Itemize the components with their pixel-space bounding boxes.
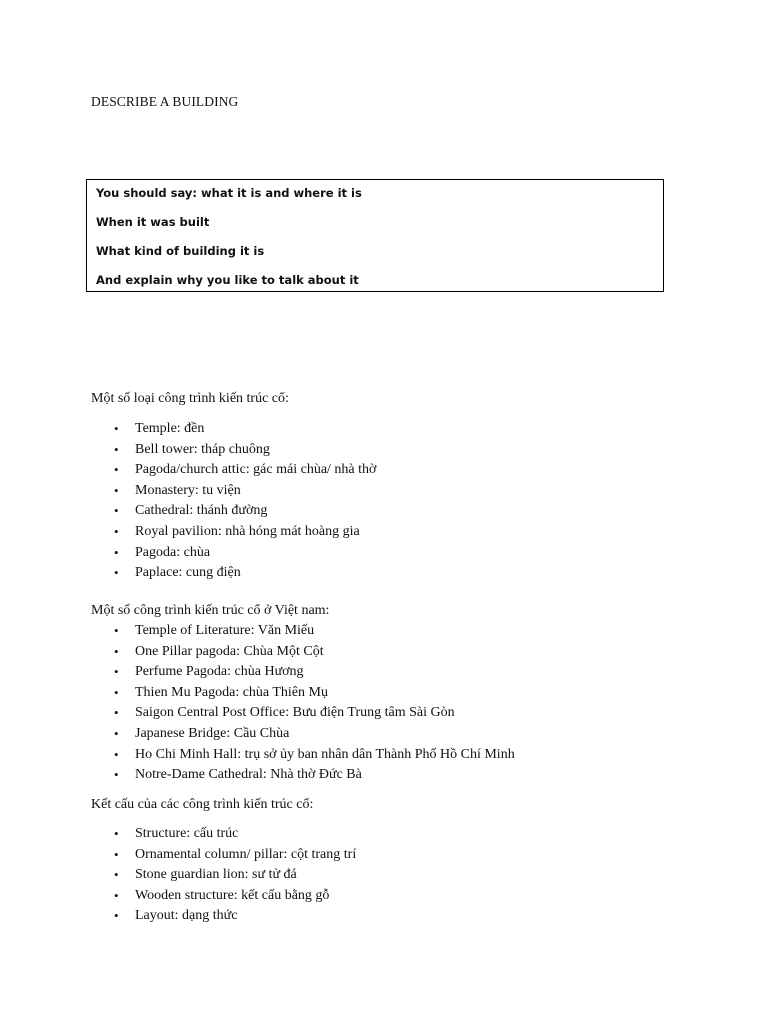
section-heading-structures: Kết cấu của các công trình kiến trúc cổ: [91,797,314,812]
prompt-box [86,179,664,292]
list-item [91,705,515,726]
bullet-icon: • [114,705,119,721]
list-item-text: Monastery: tu viện [135,482,241,498]
list-item [91,767,515,788]
list-item-text: Structure: cấu trúc [135,826,239,841]
list-item [91,726,515,747]
list-item-text: Notre-Dame Cathedral: Nhà thờ Đức Bà [135,767,362,783]
list-item-text: Japanese Bridge: Cầu Chùa [135,725,290,741]
bullet-icon: • [114,482,119,498]
list-item [91,826,356,847]
list-item [91,524,376,545]
bullet-icon: • [114,462,119,478]
bullet-icon: • [114,441,119,457]
list-item [91,747,515,768]
list-item-text: Pagoda/church attic: gác mái chùa/ nhà thờ [135,462,377,478]
vietnam-buildings-list [91,623,515,788]
prompt-line: What kind of building it is [96,244,265,258]
list-item [91,685,515,706]
prompt-line: You should say: what it is and where it is [96,186,362,200]
list-item [91,565,376,586]
bullet-icon: • [114,746,119,762]
list-item-text: Ho Chi Minh Hall: trụ sở ủy ban nhân dân Thành Phố Hồ Chí Minh [135,746,515,762]
list-item-text: Saigon Central Post Office: Bưu điện Trung tâm Sài Gòn [135,705,455,721]
bullet-icon: • [114,421,119,436]
document-title: DESCRIBE A BUILDING [91,94,239,109]
bullet-icon: • [114,767,119,783]
bullet-icon: • [114,846,119,862]
list-item [91,545,376,566]
list-item-text: One Pillar pagoda: Chùa Một Cột [135,643,324,659]
building-types-list [91,421,376,586]
bullet-icon: • [114,544,119,560]
bullet-icon: • [114,565,119,581]
list-item-text: Bell tower: tháp chuông [135,441,270,457]
bullet-icon: • [114,664,119,680]
bullet-icon: • [114,684,119,700]
prompt-line: And explain why you like to talk about it [96,273,359,287]
prompt-line: When it was built [96,215,210,229]
list-item-text: Wooden structure: kết cấu bằng gỗ [135,887,330,903]
list-item [91,888,356,909]
bullet-icon: • [114,867,119,883]
list-item-text: Thien Mu Pagoda: chùa Thiên Mụ [135,684,328,700]
list-item [91,442,376,463]
list-item [91,623,515,644]
list-item [91,421,376,442]
section-heading-building-types: Một số loại công trình kiến trúc cổ: [91,391,289,406]
bullet-icon: • [114,725,119,741]
list-item [91,644,515,665]
list-item [91,867,356,888]
list-item-text: Layout: dạng thức [135,908,238,924]
structures-list [91,826,356,929]
bullet-icon: • [114,643,119,659]
list-item-text: Perfume Pagoda: chùa Hương [135,664,304,680]
list-item [91,483,376,504]
bullet-icon: • [114,623,119,638]
section-heading-vietnam-buildings: Một số công trình kiến trúc cổ ở Việt nam: [91,603,330,618]
list-item [91,847,356,868]
list-item-text: Temple: đền [135,421,205,436]
bullet-icon: • [114,908,119,924]
list-item-text: Ornamental column/ pillar: cột trang trí [135,846,357,862]
bullet-icon: • [114,503,119,519]
bullet-icon: • [114,887,119,903]
bullet-icon: • [114,826,119,841]
list-item-text: Paplace: cung điện [135,565,241,581]
list-item-text: Cathedral: thánh đường [135,503,268,519]
list-item-text: Stone guardian lion: sư tử đá [135,867,297,883]
list-item [91,908,356,929]
list-item-text: Temple of Literature: Văn Miếu [135,623,315,638]
list-item [91,503,376,524]
list-item-text: Pagoda: chùa [135,544,211,560]
list-item-text: Royal pavilion: nhà hóng mát hoàng gia [135,523,360,539]
list-item [91,664,515,685]
list-item [91,462,376,483]
bullet-icon: • [114,523,119,539]
